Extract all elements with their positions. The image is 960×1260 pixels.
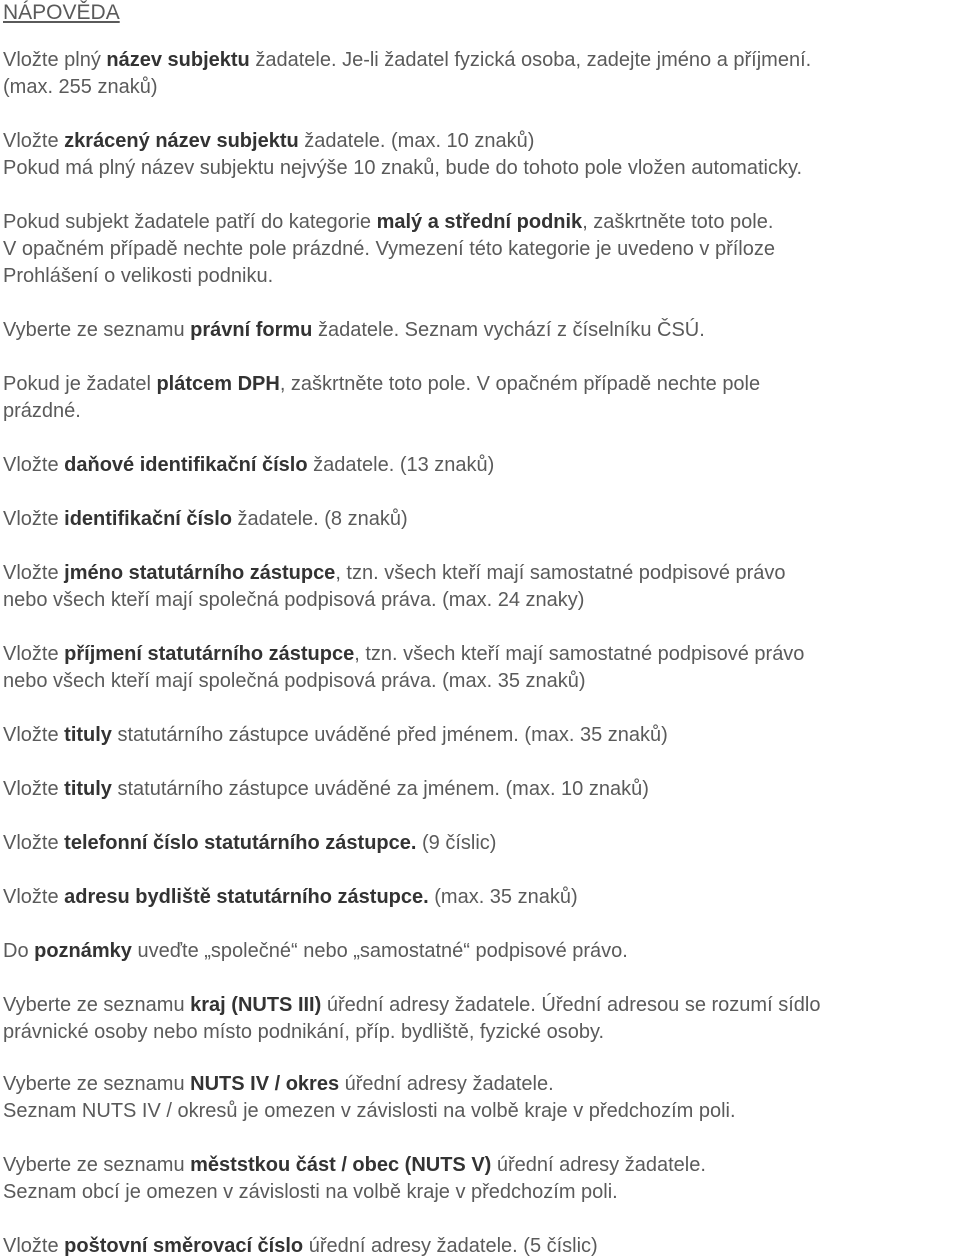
text-run: žadatele. (13 znaků) xyxy=(307,454,495,476)
emphasized-term: daňové identifikační číslo xyxy=(64,454,308,476)
help-item-rep-last-name xyxy=(3,641,804,695)
emphasized-term: měststkou část / obec (NUTS V) xyxy=(190,1154,492,1176)
text-line xyxy=(3,992,820,1019)
emphasized-term: malý a střední podnik xyxy=(376,211,583,233)
help-item-titles-before xyxy=(3,722,668,749)
text-run: Vložte xyxy=(3,130,65,152)
help-item-short-name xyxy=(3,128,802,182)
text-run: úřední adresy žadatele. xyxy=(491,1154,706,1176)
text-line xyxy=(3,641,804,668)
text-run: Vložte xyxy=(3,454,65,476)
text-run: Vložte xyxy=(3,832,65,854)
help-item-id-number xyxy=(3,506,408,533)
help-item-rep-phone xyxy=(3,830,496,857)
emphasized-term: příjmení statutárního zástupce xyxy=(64,643,355,665)
text-line xyxy=(3,938,628,965)
text-run: Pokud subjekt žadatele patří do kategorie xyxy=(3,211,377,233)
text-line xyxy=(3,263,775,290)
help-item-rep-first-name xyxy=(3,560,786,614)
text-run: Seznam obcí je omezen v závislosti na volbě kraje v předchozím poli. xyxy=(3,1181,618,1203)
help-item-rep-address xyxy=(3,884,578,911)
page-title: NÁPOVĚDA xyxy=(3,1,120,24)
text-run: Vyberte ze seznamu xyxy=(3,1154,191,1176)
text-run: nebo všech kteří mají společná podpisová práva. (max. 24 znaky) xyxy=(3,589,585,611)
emphasized-term: telefonní číslo statutárního zástupce. xyxy=(64,832,417,854)
emphasized-term: zkrácený název subjektu xyxy=(64,130,299,152)
text-run: Vložte xyxy=(3,508,65,530)
text-line xyxy=(3,884,578,911)
text-run: Vložte xyxy=(3,724,65,746)
help-item-tax-id xyxy=(3,452,494,479)
emphasized-term: tituly xyxy=(64,778,112,800)
help-item-postal-code xyxy=(3,1233,598,1260)
text-line xyxy=(3,830,496,857)
emphasized-term: kraj (NUTS III) xyxy=(190,994,322,1016)
emphasized-term: plátcem DPH xyxy=(156,373,280,395)
text-run: Vyberte ze seznamu xyxy=(3,319,191,341)
emphasized-term: poštovní směrovací číslo xyxy=(64,1235,304,1257)
emphasized-term: právní formu xyxy=(190,319,313,341)
text-run: Vložte xyxy=(3,886,65,908)
text-line xyxy=(3,1152,706,1179)
text-run: (max. 35 znaků) xyxy=(428,886,578,908)
text-run: Do xyxy=(3,940,35,962)
text-run: žadatele. (max. 10 znaků) xyxy=(298,130,535,152)
text-line xyxy=(3,722,668,749)
emphasized-term: jméno statutárního zástupce xyxy=(64,562,336,584)
text-line xyxy=(3,155,802,182)
text-run: žadatele. (8 znaků) xyxy=(231,508,408,530)
text-run: V opačném případě nechte pole prázdné. Vymezení této kategorie je uvedeno v příloze xyxy=(3,238,775,260)
text-line xyxy=(3,1233,598,1260)
text-run: nebo všech kteří mají společná podpisová práva. (max. 35 znaků) xyxy=(3,670,586,692)
text-run: Vyberte ze seznamu xyxy=(3,994,191,1016)
text-line xyxy=(3,74,811,101)
text-line xyxy=(3,1071,736,1098)
text-run: Vložte xyxy=(3,778,65,800)
text-run: , zaškrtněte toto pole. V opačném případě nechte pole xyxy=(279,373,761,395)
text-line xyxy=(3,1179,706,1206)
help-item-legal-form xyxy=(3,317,705,344)
emphasized-term: název subjektu xyxy=(106,49,250,71)
text-line xyxy=(3,236,775,263)
text-line xyxy=(3,371,760,398)
help-item-region xyxy=(3,992,820,1046)
emphasized-term: identifikační číslo xyxy=(64,508,232,530)
text-run: právnické osoby nebo místo podnikání, příp. bydliště, fyzické osoby. xyxy=(3,1021,605,1043)
text-line xyxy=(3,1098,736,1125)
emphasized-term: tituly xyxy=(64,724,112,746)
text-run: Vložte xyxy=(3,643,65,665)
text-line xyxy=(3,560,786,587)
text-run: prázdné. xyxy=(3,400,81,422)
text-run: Pokud je žadatel xyxy=(3,373,157,395)
text-run: Prohlášení o velikosti podniku. xyxy=(3,265,274,287)
text-run: , tzn. všech kteří mají samostatné podpisové právo xyxy=(354,643,805,665)
text-run: Vložte plný xyxy=(3,49,107,71)
text-run: Seznam NUTS IV / okresů je omezen v závislosti na volbě kraje v předchozím poli. xyxy=(3,1100,736,1122)
text-run: Pokud má plný název subjektu nejvýše 10 znaků, bude do tohoto pole vložen automaticky. xyxy=(3,157,803,179)
help-item-municipality xyxy=(3,1152,706,1206)
text-line xyxy=(3,506,408,533)
text-line xyxy=(3,776,649,803)
emphasized-term: NUTS IV / okres xyxy=(190,1073,340,1095)
text-run: , zaškrtněte toto pole. xyxy=(582,211,774,233)
text-run: úřední adresy žadatele. xyxy=(339,1073,554,1095)
text-run: úřední adresy žadatele. Úřední adresou se rozumí sídlo xyxy=(321,994,821,1016)
text-line xyxy=(3,317,705,344)
text-run: (max. 255 znaků) xyxy=(3,76,158,98)
text-line xyxy=(3,668,804,695)
emphasized-term: poznámky xyxy=(34,940,132,962)
text-line xyxy=(3,452,494,479)
text-run: Vložte xyxy=(3,1235,65,1257)
text-run: uveďte „společné“ nebo „samostatné“ podpisové právo. xyxy=(131,940,628,962)
text-line xyxy=(3,587,786,614)
help-item-full-name xyxy=(3,47,811,101)
help-item-vat-payer xyxy=(3,371,760,425)
text-run: (9 číslic) xyxy=(416,832,497,854)
help-item-titles-after xyxy=(3,776,649,803)
text-line xyxy=(3,47,811,74)
help-item-district xyxy=(3,1071,736,1125)
text-run: statutárního zástupce uváděné před jménem. (max. 35 znaků) xyxy=(111,724,668,746)
help-item-note xyxy=(3,938,628,965)
text-run: žadatele. Seznam vychází z číselníku ČSÚ. xyxy=(312,319,705,341)
text-run: Vyberte ze seznamu xyxy=(3,1073,191,1095)
emphasized-term: adresu bydliště statutárního zástupce. xyxy=(64,886,429,908)
text-line xyxy=(3,398,760,425)
text-run: žadatele. Je-li žadatel fyzická osoba, zadejte jméno a příjmení. xyxy=(249,49,812,71)
text-run: úřední adresy žadatele. (5 číslic) xyxy=(303,1235,598,1257)
text-run: , tzn. všech kteří mají samostatné podpisové právo xyxy=(335,562,786,584)
text-line xyxy=(3,1019,820,1046)
text-line xyxy=(3,128,802,155)
help-item-sme xyxy=(3,209,775,290)
text-line xyxy=(3,209,775,236)
text-run: Vložte xyxy=(3,562,65,584)
text-run: statutárního zástupce uváděné za jménem. (max. 10 znaků) xyxy=(111,778,649,800)
